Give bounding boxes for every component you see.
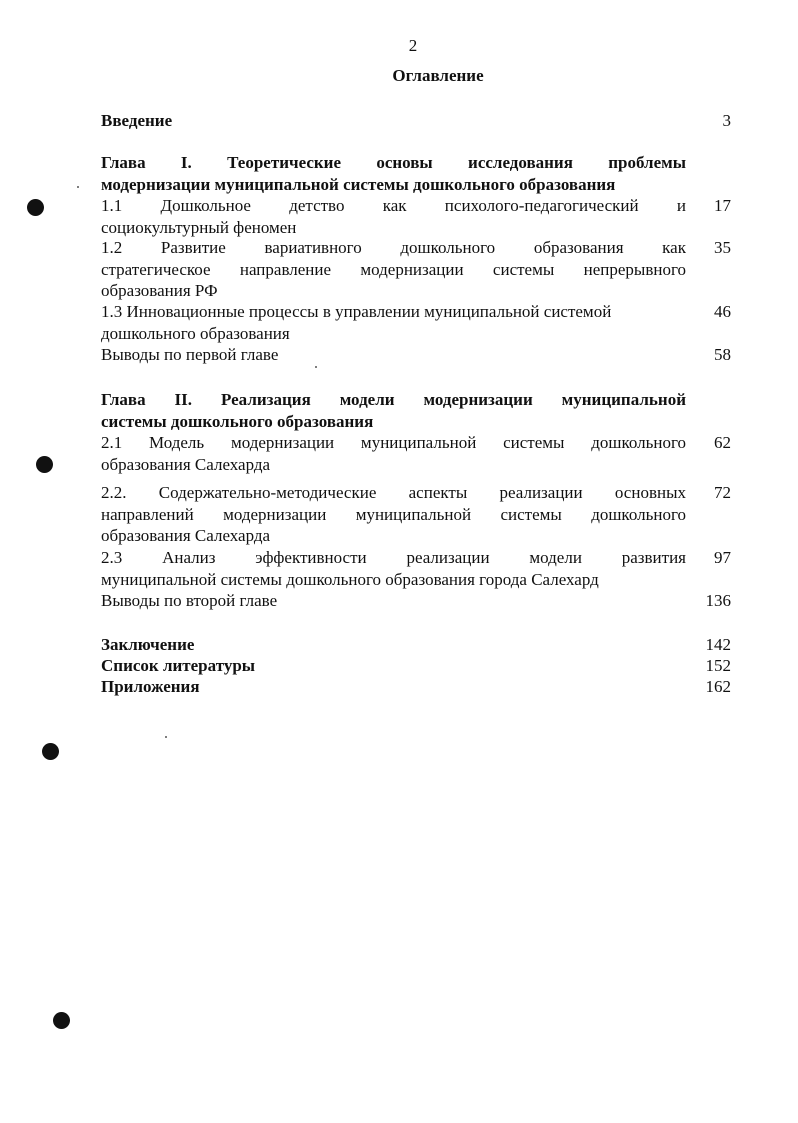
heading-line: Глава II. Реализация модели модернизации муниципальной: [101, 390, 686, 409]
punch-hole: [53, 1012, 70, 1029]
entry-page: 152: [705, 656, 731, 675]
entry-label: Введение: [101, 111, 173, 130]
toc-entry-2-2: [101, 482, 731, 547]
toc-entry-chapter-1-conclusions: [101, 344, 731, 366]
entry-line: стратегическое направление модернизации системы непрерывного: [101, 259, 686, 279]
entry-page: 62: [714, 433, 731, 452]
entry-line: 1.2 Развитие вариативного дошкольного образования как: [101, 238, 686, 257]
scan-speck: [165, 736, 167, 738]
entry-page: 97: [714, 548, 731, 567]
entry-page: 3: [722, 111, 731, 130]
entry-line: 2.2. Содержательно-методические аспекты реализации основных: [101, 483, 686, 502]
entry-page: 142: [705, 635, 731, 654]
heading-line: системы дошкольного образования: [101, 411, 374, 431]
toc-entry-references: [101, 655, 731, 677]
entry-page: 136: [705, 591, 731, 610]
punch-hole: [42, 743, 59, 760]
punch-hole: [36, 456, 53, 473]
entry-page: 35: [714, 238, 731, 257]
toc-entry-chapter-2-conclusions: [101, 590, 731, 612]
chapter-1-heading: [101, 152, 731, 195]
entry-line: социокультурный феномен: [101, 217, 297, 237]
entry-line: 2.1 Модель модернизации муниципальной системы дошкольного: [101, 433, 686, 452]
heading-line: Глава I. Теоретические основы исследования проблемы: [101, 153, 686, 172]
entry-line: образования Салехарда: [101, 454, 271, 474]
toc-entry-1-1: [101, 195, 731, 238]
entry-line: 1.1 Дошкольное детство как психолого-педагогический и: [101, 196, 686, 215]
entry-line: образования РФ: [101, 281, 218, 300]
heading-line: модернизации муниципальной системы дошкольного образования: [101, 174, 616, 194]
page-number: 2: [408, 36, 418, 55]
entry-label: Приложения: [101, 677, 200, 696]
entry-page: 162: [705, 677, 731, 696]
punch-hole: [27, 199, 44, 216]
entry-label: Выводы по второй главе: [101, 591, 278, 610]
entry-line: образования Салехарда: [101, 526, 271, 545]
entry-page: 46: [714, 302, 731, 321]
toc-entry-1-3: [101, 301, 731, 344]
entry-page: 72: [714, 483, 731, 502]
entry-label: Заключение: [101, 635, 195, 654]
toc-entry-introduction: [101, 110, 731, 132]
toc-entry-2-1: [101, 432, 731, 475]
toc-entry-appendices: [101, 676, 731, 698]
scan-speck: [315, 366, 317, 368]
entry-line: дошкольного образования: [101, 323, 290, 343]
chapter-2-heading: [101, 389, 731, 432]
toc-entry-2-3: [101, 547, 731, 590]
entry-page: 58: [714, 345, 731, 364]
entry-label: Выводы по первой главе: [101, 345, 279, 364]
entry-label: Список литературы: [101, 656, 256, 675]
toc-entry-1-2: [101, 237, 731, 302]
scan-speck: [77, 186, 79, 188]
entry-page: 17: [714, 196, 731, 215]
entry-line: муниципальной системы дошкольного образования города Салехард: [101, 569, 599, 589]
entry-line: 1.3 Инновационные процессы в управлении муниципальной системой: [101, 302, 612, 321]
entry-line: 2.3 Анализ эффективности реализации модели развития: [101, 548, 686, 567]
entry-line: направлений модернизации муниципальной системы дошкольного: [101, 504, 686, 524]
toc-entry-conclusion: [101, 634, 731, 656]
toc-title: Оглавление: [392, 66, 484, 85]
